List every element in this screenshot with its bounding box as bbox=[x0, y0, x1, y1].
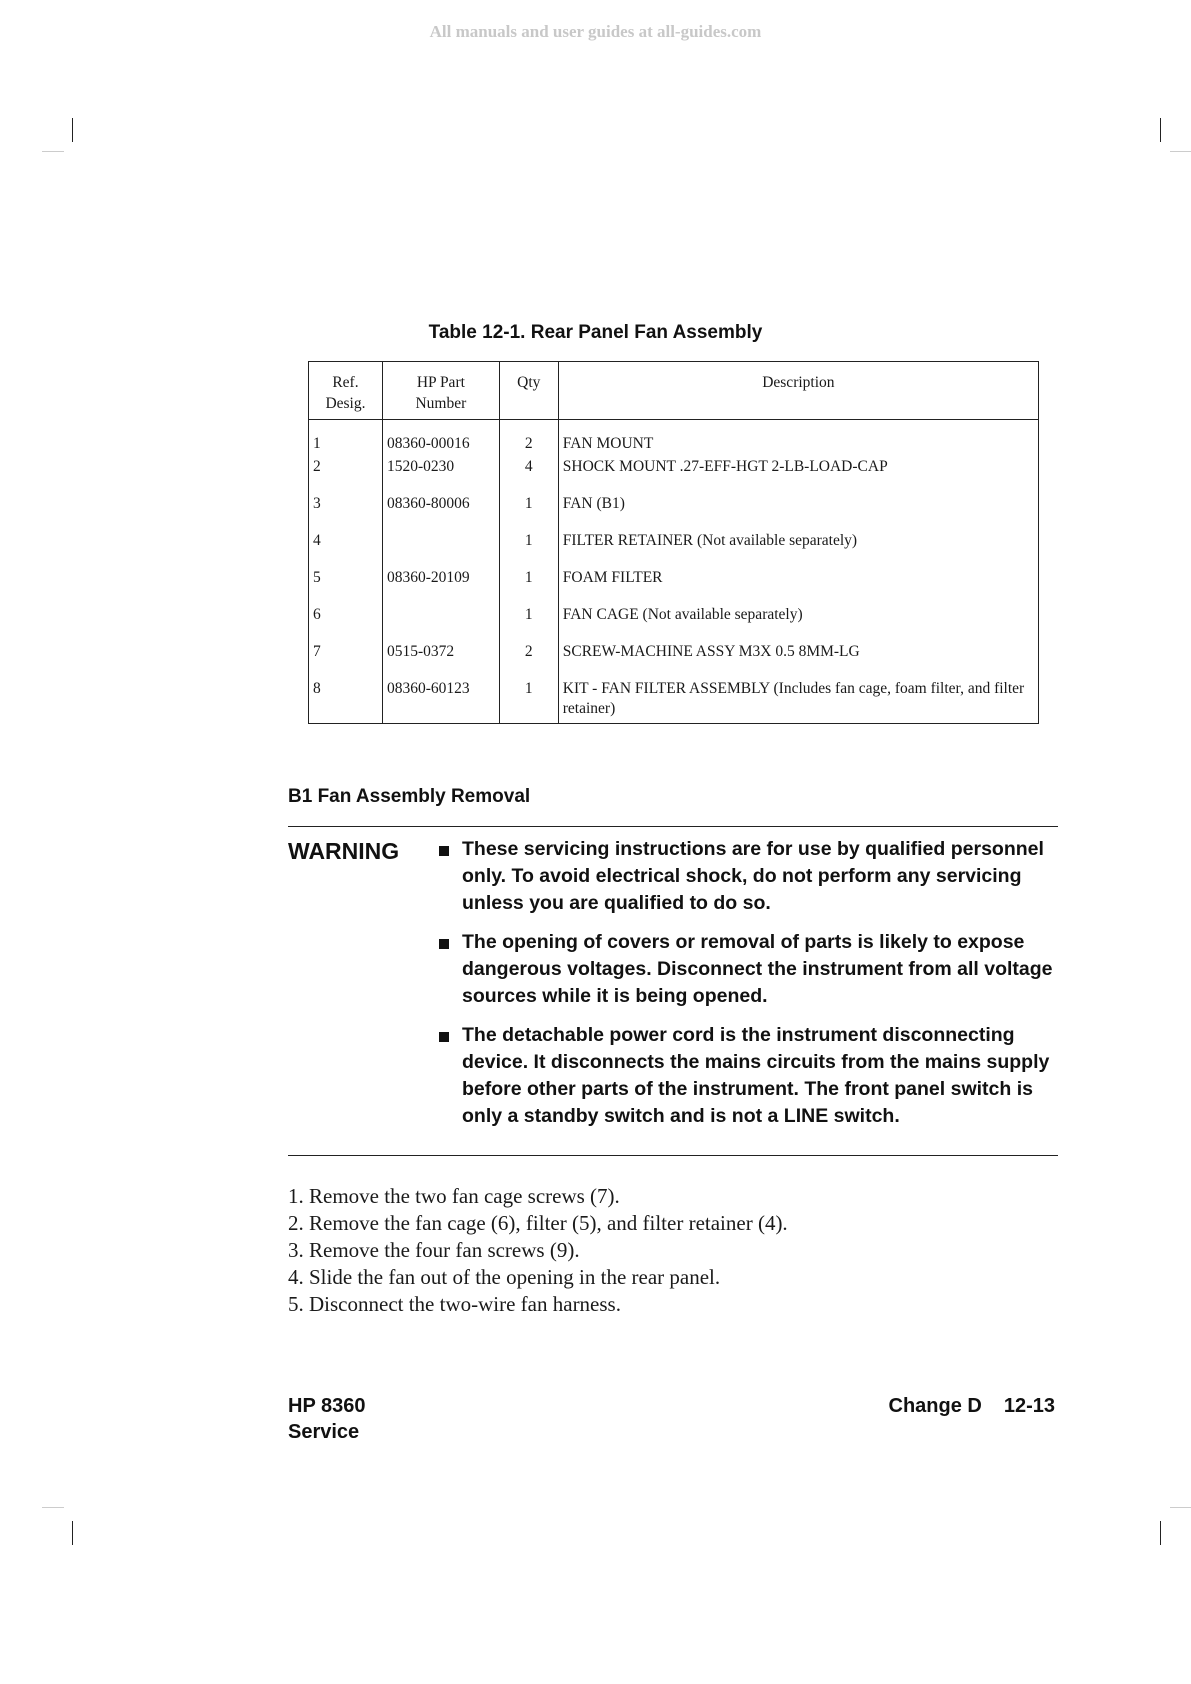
crop-mark bbox=[42, 1507, 64, 1508]
part-cell: 08360-60123 bbox=[382, 679, 499, 724]
step-item: 2. Remove the fan cage (6), filter (5), and filter retainer (4). bbox=[288, 1211, 788, 1235]
crop-mark bbox=[1160, 118, 1161, 142]
footer-manual: Service bbox=[288, 1421, 360, 1443]
crop-mark bbox=[1170, 1507, 1191, 1508]
ref-cell: 8 bbox=[313, 680, 321, 697]
ref-cell: 1 bbox=[313, 435, 321, 452]
square-bullet-icon bbox=[439, 846, 449, 856]
qty-cell: 2 bbox=[499, 642, 558, 679]
ref-cell: 6 bbox=[313, 606, 321, 623]
footer-right bbox=[889, 1393, 1056, 1419]
watermark: All manuals and user guides at all-guides.com bbox=[429, 22, 762, 41]
ref-cell: 5 bbox=[313, 569, 321, 586]
page-number: 12-13 bbox=[1003, 1395, 1055, 1417]
description-cell: FOAM FILTER bbox=[558, 568, 1038, 605]
warning-text: The detachable power cord is the instrument disconnecting device. It disconnects the mains circuits from the mains supply before other parts of the instrument. The front panel switch is only a standby switch and is not a LINE switch. bbox=[462, 1024, 1050, 1127]
qty-cell: 2 bbox=[499, 420, 558, 458]
table-header-row bbox=[309, 362, 1039, 420]
description-cell: FAN CAGE (Not available separately) bbox=[558, 605, 1038, 642]
part-cell: 1520-0230 bbox=[382, 457, 499, 494]
ref-cell: 7 bbox=[313, 643, 321, 660]
table-row bbox=[309, 605, 1039, 642]
header-hp-part-number: HP Part Number bbox=[382, 362, 499, 420]
part-cell: 0515-0372 bbox=[382, 642, 499, 679]
warning-list bbox=[438, 836, 1060, 1142]
table-row bbox=[309, 568, 1039, 605]
step-item: 3. Remove the four fan screws (9). bbox=[288, 1238, 580, 1262]
part-cell: 08360-20109 bbox=[382, 568, 499, 605]
divider-top bbox=[288, 826, 1058, 827]
crop-mark bbox=[72, 118, 73, 142]
table-title: Table 12-1. Rear Panel Fan Assembly bbox=[428, 322, 763, 343]
warning-item bbox=[438, 836, 1060, 917]
header-description: Description bbox=[558, 362, 1038, 420]
ref-cell: 4 bbox=[313, 532, 321, 549]
crop-mark bbox=[42, 151, 64, 152]
part-cell bbox=[382, 531, 499, 568]
qty-cell: 4 bbox=[499, 457, 558, 494]
step-item: 1. Remove the two fan cage screws (7). bbox=[288, 1184, 620, 1208]
part-cell: 08360-80006 bbox=[382, 494, 499, 531]
warning-item bbox=[438, 929, 1060, 1010]
crop-mark bbox=[1160, 1521, 1161, 1545]
part-cell bbox=[382, 605, 499, 642]
ref-cell: 2 bbox=[313, 458, 321, 475]
qty-cell: 1 bbox=[499, 679, 558, 724]
description-cell: SCREW-MACHINE ASSY M3X 0.5 8MM-LG bbox=[558, 642, 1038, 679]
part-cell: 08360-00016 bbox=[382, 420, 499, 458]
procedure-steps bbox=[288, 1183, 788, 1318]
warning-text: These servicing instructions are for use by qualified personnel only. To avoid electrical shock, do not perform any servicing unless you are qualified to do so. bbox=[462, 838, 1044, 914]
footer-change: Change D bbox=[888, 1395, 982, 1417]
description-cell: KIT - FAN FILTER ASSEMBLY (Includes fan cage, foam filter, and filter retainer) bbox=[558, 679, 1038, 724]
table-row bbox=[309, 420, 1039, 458]
table-row bbox=[309, 531, 1039, 568]
description-cell: FAN MOUNT bbox=[558, 420, 1038, 458]
divider-bottom bbox=[288, 1155, 1058, 1156]
qty-cell: 1 bbox=[499, 531, 558, 568]
section-heading: B1 Fan Assembly Removal bbox=[288, 786, 531, 807]
warning-label: WARNING bbox=[288, 838, 400, 864]
header-ref-desig: Ref. Desig. bbox=[309, 362, 383, 420]
ref-cell: 3 bbox=[313, 495, 321, 512]
crop-mark bbox=[72, 1521, 73, 1545]
table-row bbox=[309, 457, 1039, 494]
table-row bbox=[309, 494, 1039, 531]
step-item: 5. Disconnect the two-wire fan harness. bbox=[288, 1292, 621, 1316]
crop-mark bbox=[1170, 151, 1191, 152]
square-bullet-icon bbox=[439, 939, 449, 949]
table-row bbox=[309, 679, 1039, 724]
qty-cell: 1 bbox=[499, 605, 558, 642]
warning-item bbox=[438, 1022, 1060, 1130]
table-row bbox=[309, 642, 1039, 679]
square-bullet-icon bbox=[439, 1032, 449, 1042]
qty-cell: 1 bbox=[499, 568, 558, 605]
description-cell: FAN (B1) bbox=[558, 494, 1038, 531]
step-item: 4. Slide the fan out of the opening in the rear panel. bbox=[288, 1265, 721, 1289]
parts-table bbox=[308, 361, 1039, 724]
description-cell: SHOCK MOUNT .27-EFF-HGT 2-LB-LOAD-CAP bbox=[558, 457, 1038, 494]
footer-left bbox=[288, 1393, 365, 1445]
description-cell: FILTER RETAINER (Not available separately) bbox=[558, 531, 1038, 568]
qty-cell: 1 bbox=[499, 494, 558, 531]
footer-product: HP 8360 bbox=[288, 1395, 366, 1417]
warning-text: The opening of covers or removal of parts is likely to expose dangerous voltages. Disconnect the instrument from all voltage sources while it is being opened. bbox=[462, 931, 1053, 1007]
header-qty: Qty bbox=[499, 362, 558, 420]
